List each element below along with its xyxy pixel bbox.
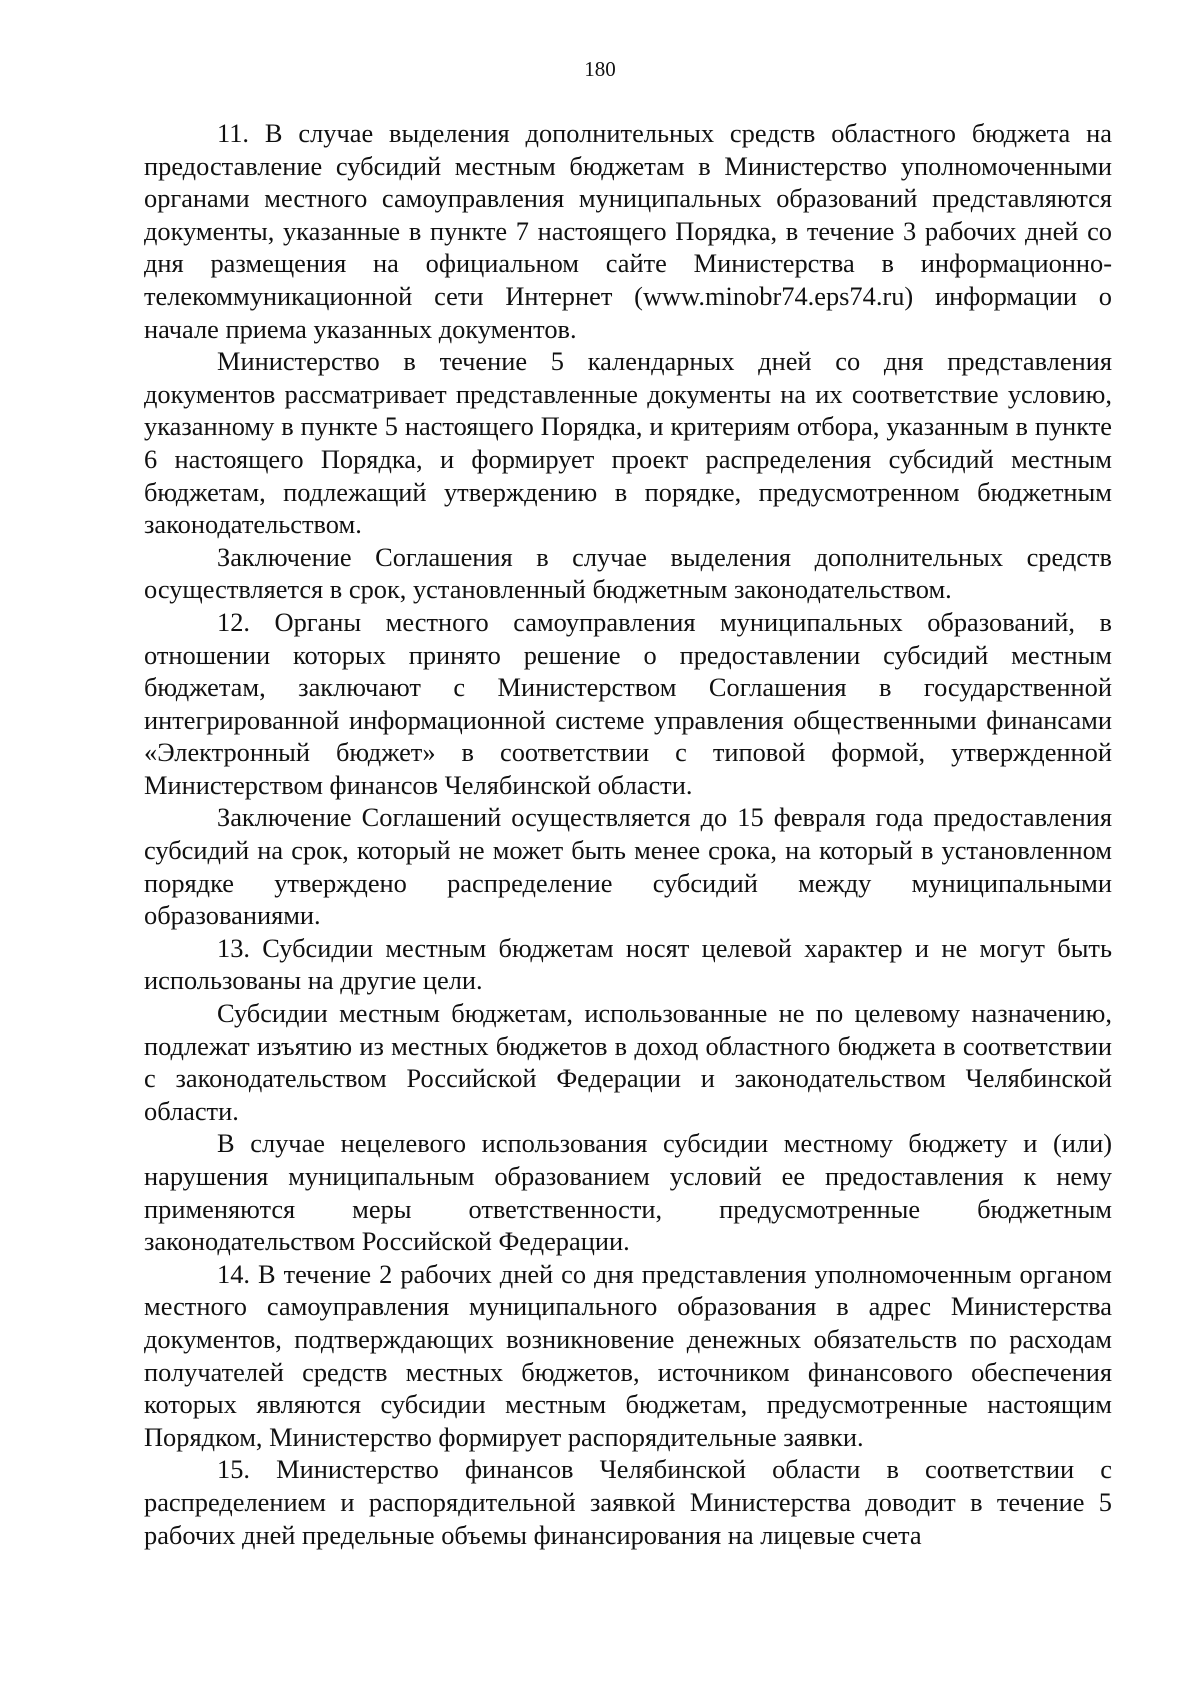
page-number: 180 — [584, 57, 616, 81]
paragraph-13: 13. Субсидии местным бюджетам носят целевой характер и не могут быть использованы на другие цели. — [144, 932, 1112, 996]
paragraph-14: 14. В течение 2 рабочих дней со дня представления уполномоченным органом местного самоуправления муниципального образования в адрес Министерства документов, подтверждающих возникновение денежных обязательств по расходам получателей средств местных бюджетов, источником финансового обеспечения которых являются субсидии местным бюджетам, предусмотренные настоящим Порядком, Министерство формирует распорядительные заявки. — [144, 1258, 1112, 1452]
paragraph-agreement-additional-funds: Заключение Соглашения в случае выделения дополнительных средств осуществляется в срок, установленный бюджетным законодательством. — [144, 541, 1112, 605]
paragraph-agreement-deadline: Заключение Соглашений осуществляется до 15 февраля года предоставления субсидий на срок, который не может быть менее срока, на который в установленном порядке утверждено распределение субсидий между муниципальными образованиями. — [144, 802, 1112, 931]
paragraph-11: 11. В случае выделения дополнительных средств областного бюджета на предоставление субсидий местным бюджетам в Министерство уполномоченными органами местного самоуправления муниципальных образований представляются документы, указанные в пункте 7 настоящего Порядка, в течение 3 рабочих дней со дня размещения на официальном сайте Министерства в информационно-телекоммуникационной сети Интернет (www.minobr74.eps74.ru) информации о начале приема указанных документов. — [144, 118, 1112, 344]
paragraph-liability-measures: В случае нецелевого использования субсидии местному бюджету и (или) нарушения муниципальным образованием условий ее предоставления к нему применяются меры ответственности, предусмотренные бюджетным законодательством Российской Федерации. — [144, 1128, 1112, 1257]
document-body — [144, 117, 1112, 1551]
paragraph-15: 15. Министерство финансов Челябинской области в соответствии с распределением и распорядительной заявкой Министерства доводит в течение 5 рабочих дней предельные объемы финансирования на лицевые счета — [144, 1454, 1112, 1550]
paragraph-misuse-recovery: Субсидии местным бюджетам, использованные не по целевому назначению, подлежат изъятию из местных бюджетов в доход областного бюджета в соответствии с законодательством Российской Федерации и законодательством Челябинской области. — [144, 998, 1112, 1126]
paragraph-12: 12. Органы местного самоуправления муниципальных образований, в отношении которых принято решение о предоставлении субсидий местным бюджетам, заключают с Министерством Соглашения в государственной интегрированной информационной системе управления общественными финансами «Электронный бюджет» в соответствии с типовой формой, утвержденной Министерством финансов Челябинской области. — [144, 606, 1112, 800]
paragraph-ministry-review: Министерство в течение 5 календарных дней со дня представления документов рассматривает представленные документы на их соответствие условию, указанному в пункте 5 настоящего Порядка, и критериям отбора, указанным в пункте 6 настоящего Порядка, и формирует проект распределения субсидий местным бюджетам, подлежащий утверждению в порядке, предусмотренном бюджетным законодательством. — [144, 346, 1112, 540]
